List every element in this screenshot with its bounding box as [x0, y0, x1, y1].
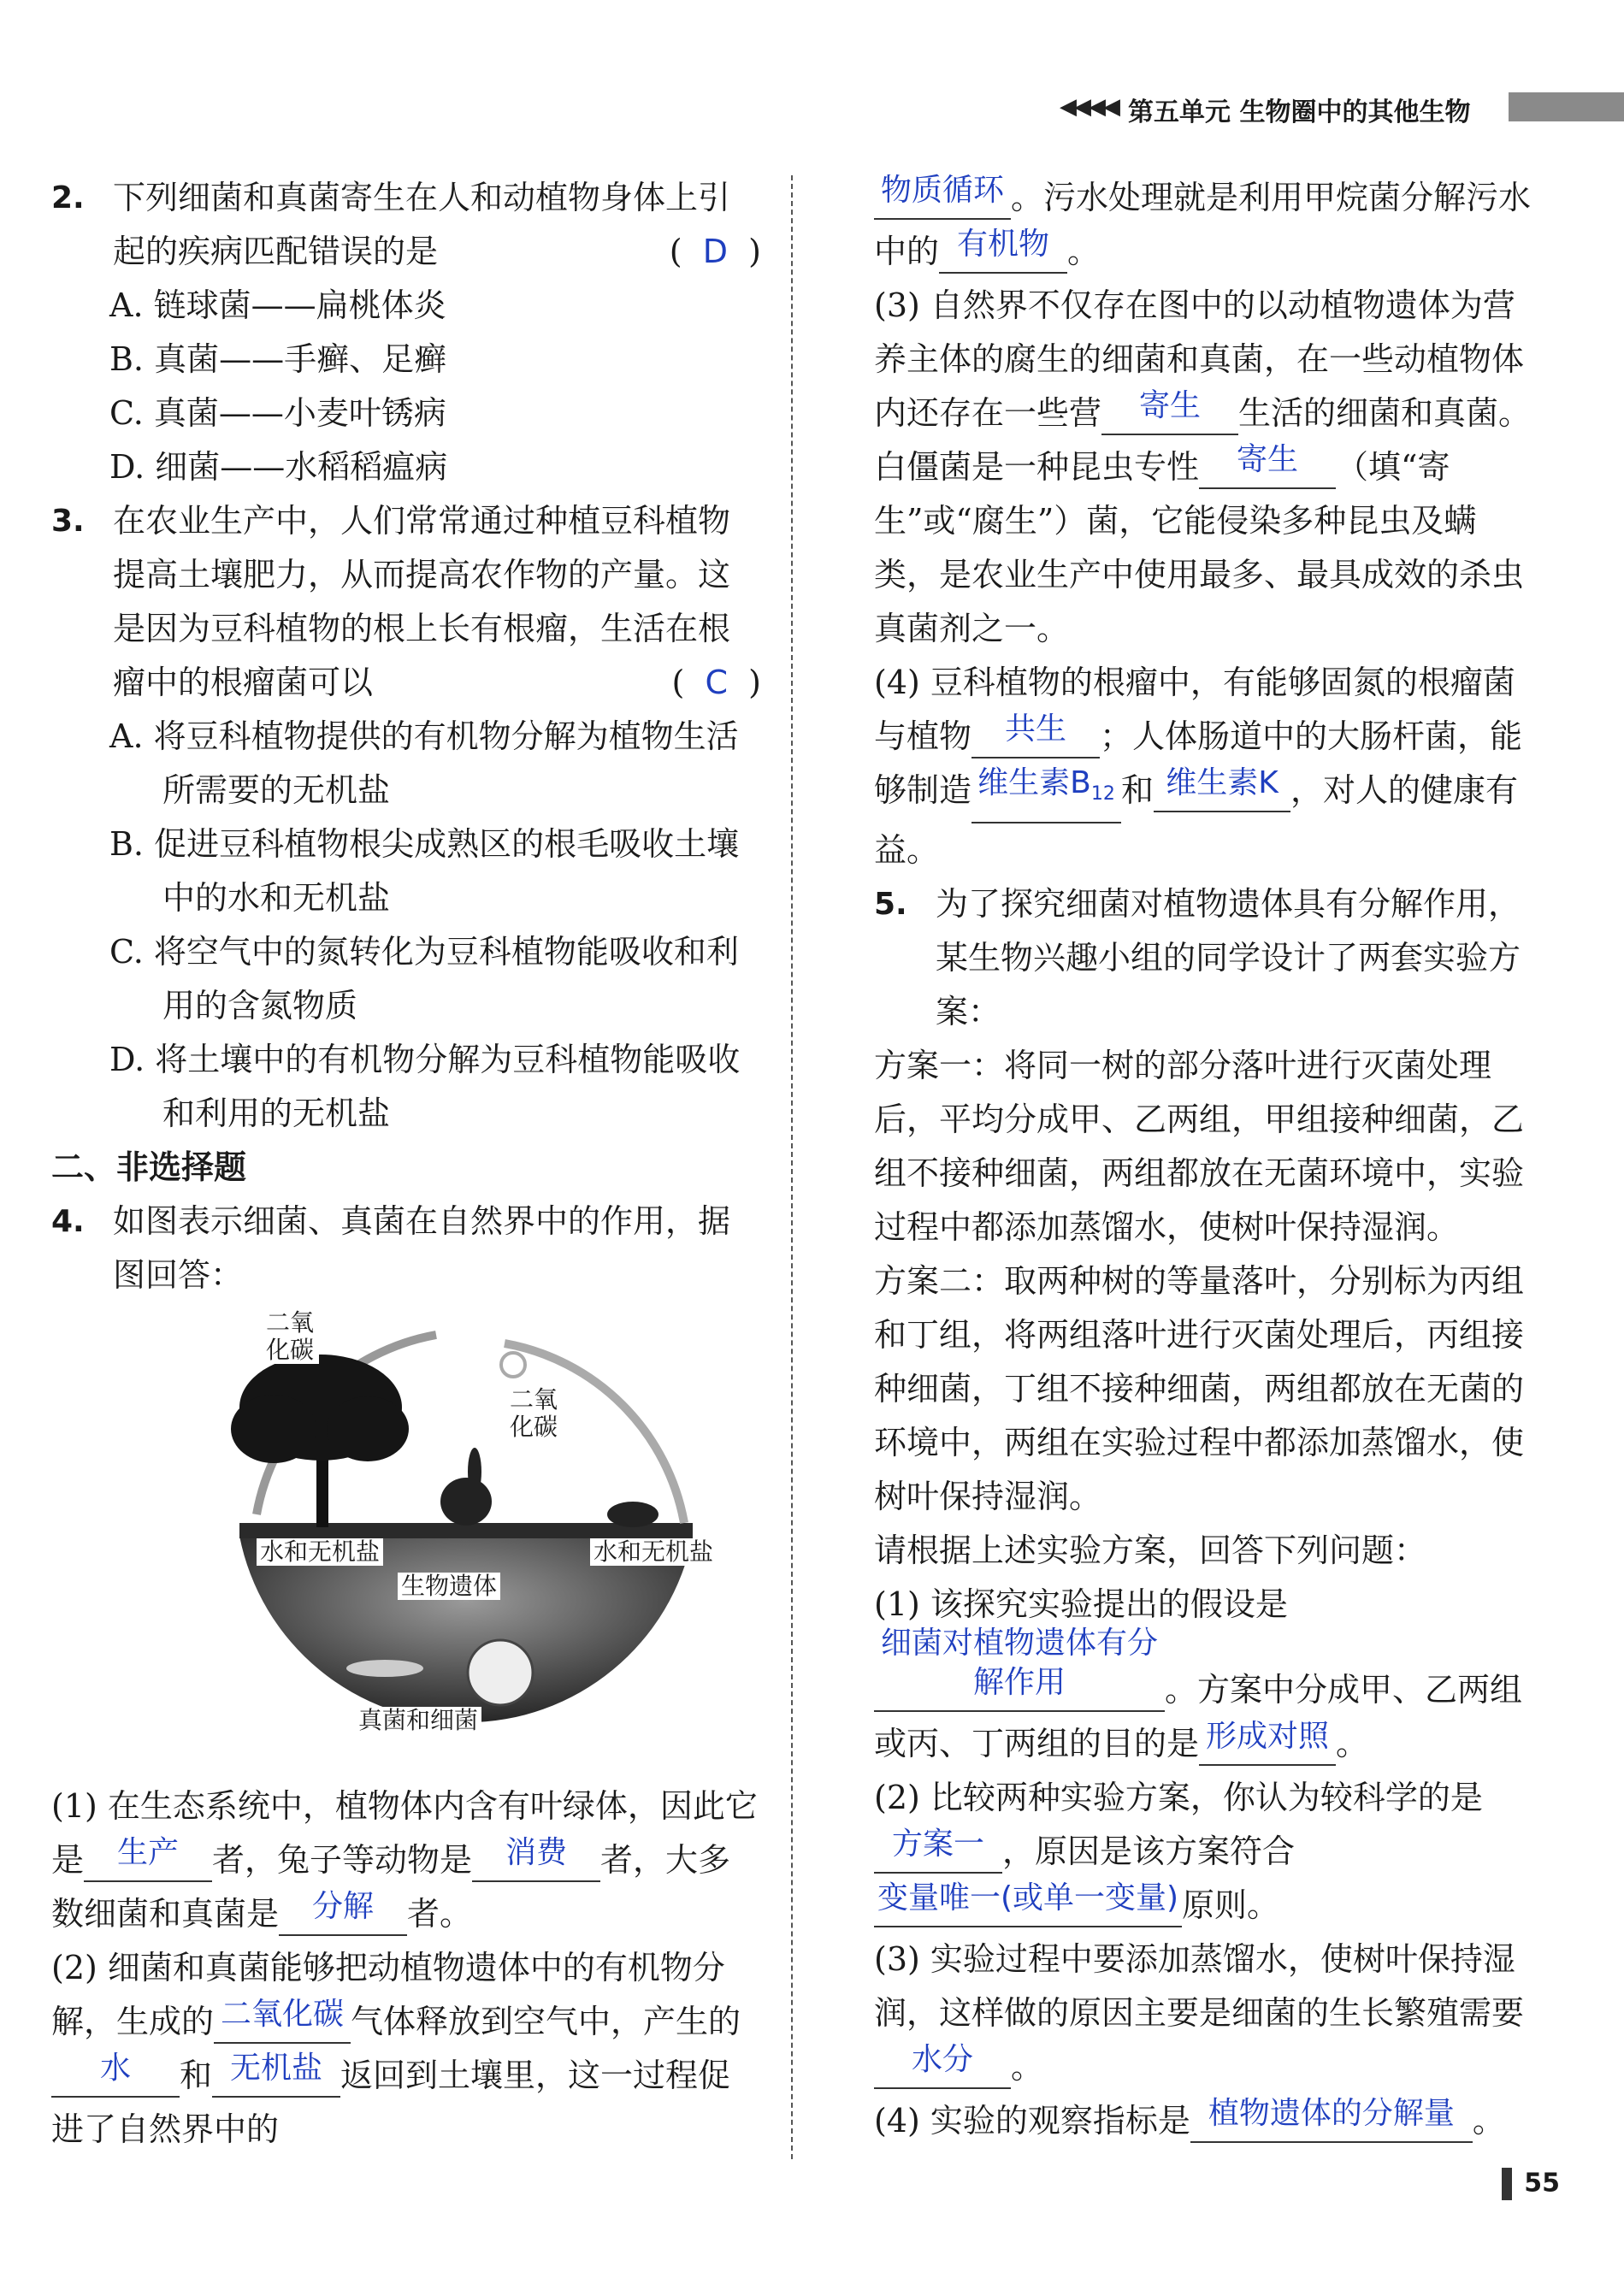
- text: 者。: [407, 1895, 473, 1933]
- plan-one: 方案一：将同一树的部分落叶进行灭菌处理后，平均分成甲、乙两组，甲组接种细菌，乙组不接种细菌，两组都放在无菌环境中，实验过程中都添加蒸馏水，使树叶保持湿润。: [874, 1047, 1525, 1247]
- text: 生活的细菌和真菌。白僵菌是一种昆虫专性: [874, 394, 1532, 486]
- handwritten-answer: D: [702, 233, 729, 270]
- answer-bracket: ( D ): [669, 233, 761, 270]
- handwritten-answer: 维生素K: [1166, 765, 1279, 800]
- fill-blank: [874, 1827, 1002, 1874]
- fill-blank: [939, 227, 1067, 274]
- q5-prompt: 请根据上述实验方案，回答下列问题：: [874, 1532, 1427, 1570]
- answer-bracket: ( C ): [671, 664, 761, 701]
- question-5: [874, 877, 1541, 1039]
- header-bar: [1509, 92, 1624, 121]
- text: 。: [1011, 2048, 1044, 2086]
- fill-blank: [1101, 388, 1238, 435]
- fill-blank: [1190, 2096, 1473, 2143]
- question-3: [51, 494, 761, 710]
- text: 者，兔子等动物是: [212, 1841, 473, 1879]
- fill-blank: [874, 2042, 1011, 2089]
- handwritten-answer: [977, 765, 1115, 806]
- text: (2) 比较两种实验方案，你认为较科学的是: [874, 1779, 1483, 1817]
- q5-part3: [874, 1933, 1541, 2094]
- section-heading: 二、非选择题: [51, 1148, 247, 1186]
- q4-part1: [51, 1780, 761, 1941]
- handwritten-answer: 水分: [911, 2042, 973, 2078]
- handwritten-answer: 无机盐: [230, 2051, 323, 2086]
- question-stem: 为了探究细菌对植物遗体具有分解作用，某生物兴趣小组的同学设计了两套实验方案：: [936, 885, 1521, 1031]
- option: B. 促进豆科植物根尖成熟区的根毛吸收土壤中的水和无机盐: [109, 825, 740, 917]
- option: A. 链球菌——扁桃体炎: [109, 286, 446, 324]
- option: A. 将豆科植物提供的有机物分解为植物生活所需要的无机盐: [109, 717, 739, 809]
- handwritten-answer: 共生: [1005, 711, 1067, 747]
- text: (1) 在生态系统中，植物体内含有叶绿体，因此它是: [51, 1787, 758, 1879]
- q4-part4: [874, 656, 1541, 877]
- text: (2) 细菌和真菌能够把动植物遗体中的有机物分解，生成的: [51, 1949, 725, 2040]
- question-stem: 在农业生产中，人们常常通过种植豆科植物提高土壤肥力，从而提高农作物的产量。这是因为豆科植物的根上长有根瘤，生活在根瘤中的根瘤菌可以: [113, 502, 731, 701]
- option: C. 真菌——小麦叶锈病: [109, 394, 446, 432]
- fill-blank: [472, 1835, 600, 1882]
- right-column: [874, 171, 1541, 2148]
- handwritten-answer: 方案一: [891, 1827, 984, 1862]
- option: D. 细菌——水稻稻瘟病: [109, 448, 448, 486]
- text: 。: [1336, 1725, 1369, 1763]
- page-number: [1502, 2168, 1560, 2200]
- text: ，原因是该方案符合: [1002, 1833, 1296, 1871]
- label-water-right: 水和无机盐: [590, 1538, 717, 1566]
- handwritten-answer: 变量唯一(或单一变量): [877, 1880, 1179, 1916]
- subscript: 12: [1090, 783, 1115, 806]
- fill-blank: [971, 765, 1121, 823]
- fill-blank: [214, 1997, 351, 2044]
- q5-part4: [874, 2094, 1541, 2148]
- text: 和: [1121, 771, 1155, 809]
- running-header: [1025, 89, 1624, 128]
- text: 。方案中分成甲、乙两组或丙、丁两组的目的是: [874, 1671, 1523, 1763]
- handwritten-answer: 物质循环: [880, 173, 1004, 208]
- fill-blank: [874, 1880, 1182, 1927]
- label-remains: 生物遗体: [398, 1573, 500, 1600]
- q4-part3: [874, 279, 1541, 656]
- fill-blank: [874, 173, 1011, 220]
- question-2: [51, 171, 761, 279]
- q4-part2: [51, 1941, 761, 2157]
- text: 原则。: [1182, 1886, 1280, 1925]
- option: B. 真菌——手癣、足癣: [109, 340, 447, 378]
- text: 返回到土壤里，这一过程促进了自然界中的: [51, 2057, 731, 2148]
- text: ；人体肠道中的大肠杆菌，能够制造: [874, 717, 1523, 809]
- fill-blank: [971, 711, 1100, 758]
- handwritten-answer: C: [705, 664, 729, 701]
- left-column: [51, 171, 761, 2157]
- handwritten-answer: 寄生: [1237, 442, 1299, 477]
- handwritten-answer: 分解: [312, 1889, 375, 1924]
- q5-part1: [874, 1578, 1541, 1771]
- label-water-left: 水和无机盐: [257, 1538, 383, 1566]
- column-divider: [791, 175, 793, 2159]
- handwritten-answer: 二氧化碳: [221, 1997, 345, 2032]
- text: (4) 实验的观察指标是: [874, 2102, 1190, 2140]
- question-number: 5.: [874, 887, 907, 923]
- text: ，对人的健康有益。: [874, 771, 1519, 870]
- question-number: 3.: [51, 504, 85, 539]
- q5-part2: [874, 1771, 1541, 1933]
- fill-blank: [279, 1889, 407, 1936]
- text: 者，大多数细菌和真菌是: [51, 1841, 731, 1933]
- fill-blank: [84, 1835, 212, 1882]
- handwritten-answer: 消费: [505, 1835, 568, 1870]
- fill-blank: [51, 2051, 180, 2098]
- question-stem: 下列细菌和真菌寄生在人和动植物身体上引起的疾病匹配错误的是: [113, 179, 731, 270]
- page-number-text: 55: [1524, 2168, 1560, 2199]
- plan-two: 方案二：取两种树的等量落叶，分别标为丙组和丁组，将两组落叶进行灭菌处理后，丙组接种细菌，丁组不接种细菌，两组都放在无菌的环境中，两组在实验过程中都添加蒸馏水，使树叶保持湿润。: [874, 1262, 1525, 1516]
- question-number: 4.: [51, 1204, 85, 1239]
- handwritten-answer: 生产: [117, 1835, 180, 1870]
- question-stem: 如图表示细菌、真菌在自然界中的作用，据图回答：: [113, 1202, 731, 1294]
- question-4: [51, 1195, 761, 1302]
- ecosystem-cycle-figure: [180, 1309, 744, 1771]
- handwritten-answer: 寄生: [1139, 388, 1202, 423]
- handwritten-answer: 植物遗体的分解量: [1208, 2096, 1455, 2132]
- page-marker-bar: [1502, 2168, 1512, 2200]
- handwritten-answer: 有机物: [957, 227, 1050, 262]
- option: C. 将空气中的氮转化为豆科植物能吸收和利用的含氮物质: [109, 933, 739, 1024]
- fill-blank: [1199, 442, 1336, 489]
- label-fungi-bacteria: 真菌和细菌: [355, 1707, 481, 1734]
- text: (3) 实验过程中要添加蒸馏水，使树叶保持湿润，这样做的原因主要是细菌的生长繁殖需要: [874, 1940, 1525, 2033]
- text: 。污水处理就是利用甲烷菌分解污水中的: [874, 179, 1532, 270]
- handwritten-answer: 细菌对植物遗体有分解作用: [880, 1626, 1158, 1701]
- header-arrows-icon: ◀◀◀◀: [1060, 94, 1118, 120]
- vitamin-b-text: 维生素B: [977, 765, 1091, 800]
- text: 和: [180, 2057, 213, 2094]
- text: 气体释放到空气中，产生的: [351, 2003, 741, 2040]
- text: （填“寄生”或“腐生”）菌，它能侵染多种昆虫及螨类，是农业生产中使用最多、最具成效的杀虫真菌剂之一。: [874, 448, 1525, 647]
- unit-title: 第五单元 生物圈中的其他生物: [1128, 97, 1471, 127]
- fill-blank: [874, 1626, 1165, 1712]
- handwritten-answer: 形成对照: [1206, 1719, 1330, 1755]
- label-co2-right: 二氧化碳: [505, 1386, 563, 1441]
- text: 。: [1472, 2102, 1505, 2140]
- text: (4) 豆科植物的根瘤中，有能够固氮的根瘤菌与植物: [874, 664, 1515, 755]
- handwritten-answer: 水: [99, 2051, 131, 2086]
- fill-blank: [1154, 765, 1290, 812]
- question-number: 2.: [51, 180, 85, 215]
- fill-blank: [212, 2051, 340, 2098]
- option: D. 将土壤中的有机物分解为豆科植物能吸收和利用的无机盐: [109, 1041, 741, 1132]
- label-co2-left: 二氧化碳: [261, 1309, 319, 1364]
- fill-blank: [1199, 1719, 1336, 1766]
- text: (1) 该探究实验提出的假设是: [874, 1585, 1288, 1624]
- text: (3) 自然界不仅存在图中的以动植物遗体为营养主体的腐生的细菌和真菌，在一些动植物体内还存在一些营: [874, 286, 1525, 432]
- text: 。: [1067, 233, 1101, 270]
- q4-part2-continued: [874, 171, 1541, 279]
